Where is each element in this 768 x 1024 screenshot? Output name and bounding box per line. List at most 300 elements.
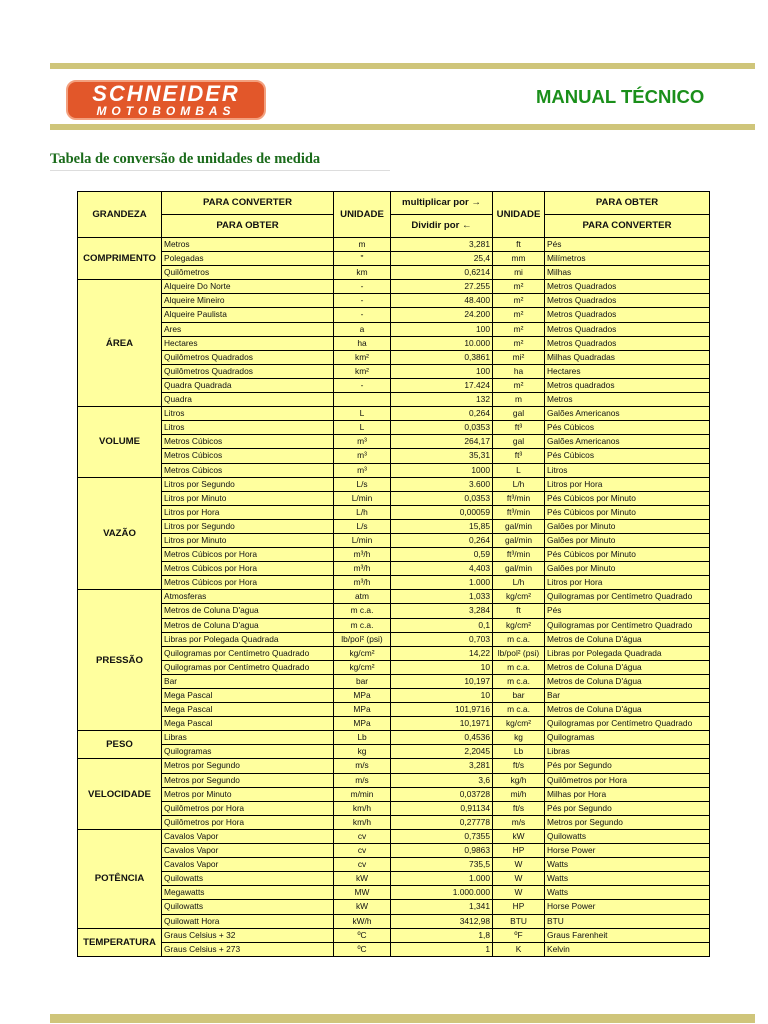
from-unit-name-cell: Litros por Minuto	[162, 491, 334, 505]
table-row	[78, 942, 710, 956]
to-unit-symbol-cell: kg/h	[493, 773, 545, 787]
from-unit-symbol-cell: m c.a.	[334, 618, 391, 632]
header-para-obter-2: PARA OBTER	[545, 192, 710, 215]
table-row	[78, 731, 710, 745]
to-unit-symbol-cell: m²	[493, 280, 545, 294]
table-row	[78, 928, 710, 942]
factor-cell: 10.000	[391, 336, 493, 350]
to-unit-symbol-cell: ft³/min	[493, 491, 545, 505]
factor-cell: 1	[391, 942, 493, 956]
to-unit-name-cell: Libras	[545, 745, 710, 759]
from-unit-symbol-cell: m³	[334, 463, 391, 477]
table-row	[78, 844, 710, 858]
table-row	[78, 463, 710, 477]
from-unit-name-cell: Ares	[162, 322, 334, 336]
from-unit-name-cell: Litros	[162, 421, 334, 435]
header-unidade: UNIDADE	[334, 192, 391, 238]
to-unit-name-cell: Pés por Segundo	[545, 801, 710, 815]
table-row	[78, 280, 710, 294]
from-unit-name-cell: Metros Cúbicos por Hora	[162, 562, 334, 576]
to-unit-name-cell: Watts	[545, 872, 710, 886]
to-unit-name-cell: Quilogramas por Centímetro Quadrado	[545, 590, 710, 604]
to-unit-name-cell: Pés Cúbicos	[545, 449, 710, 463]
header-para-converter: PARA CONVERTER	[162, 192, 334, 215]
factor-cell: 0,0353	[391, 491, 493, 505]
from-unit-symbol-cell: Lb	[334, 731, 391, 745]
factor-cell: 35,31	[391, 449, 493, 463]
factor-cell: 0,27778	[391, 815, 493, 829]
to-unit-symbol-cell: gal	[493, 407, 545, 421]
from-unit-symbol-cell: ºC	[334, 928, 391, 942]
table-row	[78, 364, 710, 378]
to-unit-symbol-cell: gal/min	[493, 562, 545, 576]
factor-cell: 0,9863	[391, 844, 493, 858]
table-row	[78, 632, 710, 646]
from-unit-name-cell: Litros	[162, 407, 334, 421]
bottom-divider-bar	[50, 1014, 755, 1023]
from-unit-symbol-cell: L/min	[334, 533, 391, 547]
factor-cell: 1,341	[391, 900, 493, 914]
section-title: Tabela de conversão de unidades de medida	[50, 151, 321, 167]
from-unit-name-cell: Litros por Minuto	[162, 533, 334, 547]
factor-cell: 10	[391, 689, 493, 703]
from-unit-name-cell: Cavalos Vapor	[162, 844, 334, 858]
to-unit-symbol-cell: kg/cm²	[493, 590, 545, 604]
from-unit-symbol-cell: L	[334, 421, 391, 435]
from-unit-symbol-cell: km²	[334, 350, 391, 364]
to-unit-name-cell: Metros Quadrados	[545, 336, 710, 350]
from-unit-name-cell: Bar	[162, 674, 334, 688]
table-row	[78, 689, 710, 703]
factor-cell: 24.200	[391, 308, 493, 322]
top-divider-bar	[50, 63, 755, 69]
to-unit-symbol-cell: gal/min	[493, 533, 545, 547]
header-divider-bar	[50, 124, 755, 130]
from-unit-symbol-cell: MW	[334, 886, 391, 900]
factor-cell: 1.000	[391, 576, 493, 590]
to-unit-name-cell: BTU	[545, 914, 710, 928]
to-unit-symbol-cell: ft³/min	[493, 505, 545, 519]
from-unit-symbol-cell: m³/h	[334, 548, 391, 562]
table-row	[78, 421, 710, 435]
to-unit-name-cell: Milhas	[545, 266, 710, 280]
from-unit-symbol-cell: kg/cm²	[334, 646, 391, 660]
header-dividir: Dividir por ←	[391, 215, 493, 238]
from-unit-name-cell: Litros por Segundo	[162, 519, 334, 533]
table-row	[78, 646, 710, 660]
from-unit-symbol-cell: cv	[334, 829, 391, 843]
factor-cell: 0,703	[391, 632, 493, 646]
to-unit-name-cell: Galões por Minuto	[545, 533, 710, 547]
table-row	[78, 829, 710, 843]
to-unit-symbol-cell: ft³	[493, 421, 545, 435]
to-unit-symbol-cell: ºF	[493, 928, 545, 942]
factor-cell: 4,403	[391, 562, 493, 576]
table-row	[78, 350, 710, 364]
table-row	[78, 717, 710, 731]
to-unit-name-cell: Metros Quadrados	[545, 322, 710, 336]
from-unit-symbol-cell: ha	[334, 336, 391, 350]
to-unit-symbol-cell: mi	[493, 266, 545, 280]
from-unit-name-cell: Metros Cúbicos	[162, 435, 334, 449]
to-unit-name-cell: Quilogramas por Centímetro Quadrado	[545, 717, 710, 731]
factor-cell: 10,1971	[391, 717, 493, 731]
factor-cell: 0,6214	[391, 266, 493, 280]
table-row	[78, 308, 710, 322]
to-unit-symbol-cell: m c.a.	[493, 703, 545, 717]
to-unit-symbol-cell: m c.a.	[493, 632, 545, 646]
from-unit-symbol-cell: km²	[334, 364, 391, 378]
factor-cell: 1000	[391, 463, 493, 477]
from-unit-name-cell: Metros de Coluna D'agua	[162, 604, 334, 618]
from-unit-name-cell: Metros Cúbicos	[162, 463, 334, 477]
table-row	[78, 435, 710, 449]
factor-cell: 100	[391, 364, 493, 378]
from-unit-name-cell: Quilogramas por Centímetro Quadrado	[162, 646, 334, 660]
group-label: VAZÃO	[78, 477, 162, 590]
to-unit-symbol-cell: L/h	[493, 477, 545, 491]
factor-cell: 0,3861	[391, 350, 493, 364]
to-unit-name-cell: Graus Farenheit	[545, 928, 710, 942]
group-label: POTÊNCIA	[78, 829, 162, 928]
from-unit-symbol-cell: m/min	[334, 787, 391, 801]
from-unit-symbol-cell: kW/h	[334, 914, 391, 928]
factor-cell: 1.000.000	[391, 886, 493, 900]
to-unit-name-cell: Litros	[545, 463, 710, 477]
table-row	[78, 815, 710, 829]
from-unit-symbol-cell: m c.a.	[334, 604, 391, 618]
table-row	[78, 519, 710, 533]
from-unit-name-cell: Libras por Polegada Quadrada	[162, 632, 334, 646]
from-unit-name-cell: Quilômetros Quadrados	[162, 364, 334, 378]
from-unit-symbol-cell: a	[334, 322, 391, 336]
to-unit-name-cell: Litros por Hora	[545, 576, 710, 590]
factor-cell: 0,264	[391, 533, 493, 547]
table-row	[78, 477, 710, 491]
table-row	[78, 294, 710, 308]
to-unit-name-cell: Metros por Segundo	[545, 815, 710, 829]
from-unit-symbol-cell: kg/cm²	[334, 660, 391, 674]
to-unit-name-cell: Metros de Coluna D'água	[545, 703, 710, 717]
to-unit-symbol-cell: W	[493, 858, 545, 872]
to-unit-name-cell: Pés	[545, 238, 710, 252]
factor-cell: 27.255	[391, 280, 493, 294]
from-unit-name-cell: Atmosferas	[162, 590, 334, 604]
from-unit-name-cell: Metros	[162, 238, 334, 252]
from-unit-name-cell: Quilogramas por Centímetro Quadrado	[162, 660, 334, 674]
to-unit-name-cell: Kelvin	[545, 942, 710, 956]
factor-cell: 10	[391, 660, 493, 674]
from-unit-symbol-cell: L/min	[334, 491, 391, 505]
from-unit-symbol-cell: kg	[334, 745, 391, 759]
table-row	[78, 378, 710, 392]
to-unit-symbol-cell: m²	[493, 308, 545, 322]
factor-cell: 0,91134	[391, 801, 493, 815]
to-unit-name-cell: Bar	[545, 689, 710, 703]
to-unit-symbol-cell: gal/min	[493, 519, 545, 533]
to-unit-name-cell: Metros quadrados	[545, 378, 710, 392]
factor-cell: 10,197	[391, 674, 493, 688]
table-row	[78, 914, 710, 928]
section-title-rule	[50, 170, 390, 171]
to-unit-name-cell: Metros Quadrados	[545, 280, 710, 294]
from-unit-name-cell: Litros por Hora	[162, 505, 334, 519]
factor-cell: 0,00059	[391, 505, 493, 519]
table-row	[78, 703, 710, 717]
to-unit-name-cell: Metros	[545, 393, 710, 407]
to-unit-name-cell: Milímetros	[545, 252, 710, 266]
table-row	[78, 773, 710, 787]
factor-cell: 0,03728	[391, 787, 493, 801]
factor-cell: 735,5	[391, 858, 493, 872]
from-unit-symbol-cell: L/s	[334, 519, 391, 533]
factor-cell: 3,281	[391, 238, 493, 252]
header-row	[78, 192, 710, 215]
from-unit-name-cell: Mega Pascal	[162, 717, 334, 731]
brand-name: SCHNEIDER	[92, 81, 240, 106]
from-unit-name-cell: Quilômetros por Hora	[162, 801, 334, 815]
from-unit-name-cell: Graus Celsius + 32	[162, 928, 334, 942]
table-row	[78, 562, 710, 576]
factor-cell: 25,4	[391, 252, 493, 266]
table-row	[78, 449, 710, 463]
table-row	[78, 604, 710, 618]
table-row	[78, 252, 710, 266]
from-unit-name-cell: Metros de Coluna D'agua	[162, 618, 334, 632]
from-unit-symbol-cell: -	[334, 308, 391, 322]
from-unit-symbol-cell: m	[334, 238, 391, 252]
from-unit-name-cell: Metros Cúbicos	[162, 449, 334, 463]
table-row	[78, 886, 710, 900]
from-unit-name-cell: Quadra Quadrada	[162, 378, 334, 392]
to-unit-symbol-cell: L/h	[493, 576, 545, 590]
factor-cell: 14,22	[391, 646, 493, 660]
factor-cell: 0,7355	[391, 829, 493, 843]
group-label: VELOCIDADE	[78, 759, 162, 829]
to-unit-name-cell: Metros de Coluna D'água	[545, 632, 710, 646]
table-row	[78, 660, 710, 674]
from-unit-name-cell: Metros Cúbicos por Hora	[162, 548, 334, 562]
factor-cell: 132	[391, 393, 493, 407]
factor-cell: 0,1	[391, 618, 493, 632]
to-unit-symbol-cell: m	[493, 393, 545, 407]
table-row	[78, 787, 710, 801]
to-unit-symbol-cell: mi/h	[493, 787, 545, 801]
brand-subname: MOTOBOMBAS	[96, 104, 236, 118]
from-unit-name-cell: Alqueire Do Norte	[162, 280, 334, 294]
from-unit-name-cell: Alqueire Paulista	[162, 308, 334, 322]
from-unit-symbol-cell: km/h	[334, 801, 391, 815]
to-unit-symbol-cell: ft³	[493, 449, 545, 463]
from-unit-symbol-cell: MPa	[334, 717, 391, 731]
table-row	[78, 491, 710, 505]
factor-cell: 101,9716	[391, 703, 493, 717]
factor-cell: 3,284	[391, 604, 493, 618]
table-row	[78, 872, 710, 886]
from-unit-symbol-cell: kW	[334, 872, 391, 886]
from-unit-name-cell: Quilômetros por Hora	[162, 815, 334, 829]
from-unit-name-cell: Quilowatts	[162, 900, 334, 914]
table-row	[78, 336, 710, 350]
to-unit-name-cell: Pés Cúbicos por Minuto	[545, 491, 710, 505]
to-unit-name-cell: Milhas Quadradas	[545, 350, 710, 364]
header-para-obter: PARA OBTER	[162, 215, 334, 238]
from-unit-name-cell: Metros por Minuto	[162, 787, 334, 801]
to-unit-symbol-cell: ft	[493, 604, 545, 618]
from-unit-symbol-cell: kW	[334, 900, 391, 914]
factor-cell: 0,0353	[391, 421, 493, 435]
to-unit-symbol-cell: m c.a.	[493, 674, 545, 688]
to-unit-name-cell: Pés	[545, 604, 710, 618]
table-row	[78, 858, 710, 872]
from-unit-symbol-cell: MPa	[334, 703, 391, 717]
table-row	[78, 393, 710, 407]
to-unit-symbol-cell: ft³/min	[493, 548, 545, 562]
factor-cell: 2,2045	[391, 745, 493, 759]
to-unit-symbol-cell: ft/s	[493, 801, 545, 815]
to-unit-symbol-cell: m²	[493, 294, 545, 308]
from-unit-symbol-cell: ºC	[334, 942, 391, 956]
to-unit-name-cell: Metros de Coluna D'água	[545, 660, 710, 674]
to-unit-symbol-cell: ft/s	[493, 759, 545, 773]
to-unit-name-cell: Galões Americanos	[545, 435, 710, 449]
from-unit-symbol-cell: bar	[334, 674, 391, 688]
factor-cell: 3412,98	[391, 914, 493, 928]
to-unit-name-cell: Quilowatts	[545, 829, 710, 843]
conversion-table-body	[78, 238, 710, 957]
from-unit-symbol-cell: m³/h	[334, 562, 391, 576]
from-unit-symbol-cell: m³/h	[334, 576, 391, 590]
to-unit-symbol-cell: gal	[493, 435, 545, 449]
to-unit-symbol-cell: HP	[493, 844, 545, 858]
from-unit-symbol-cell: cv	[334, 844, 391, 858]
from-unit-symbol-cell: L/h	[334, 505, 391, 519]
header-grandeza: GRANDEZA	[78, 192, 162, 238]
table-row	[78, 576, 710, 590]
from-unit-symbol-cell: "	[334, 252, 391, 266]
from-unit-symbol-cell: m/s	[334, 759, 391, 773]
from-unit-name-cell: Litros por Segundo	[162, 477, 334, 491]
factor-cell: 3,6	[391, 773, 493, 787]
to-unit-symbol-cell: m²	[493, 322, 545, 336]
header-para-converter-2: PARA CONVERTER	[545, 215, 710, 238]
from-unit-name-cell: Mega Pascal	[162, 689, 334, 703]
factor-cell: 0,4536	[391, 731, 493, 745]
to-unit-name-cell: Pés Cúbicos por Minuto	[545, 505, 710, 519]
to-unit-name-cell: Hectares	[545, 364, 710, 378]
from-unit-symbol-cell: atm	[334, 590, 391, 604]
table-row	[78, 322, 710, 336]
from-unit-name-cell: Hectares	[162, 336, 334, 350]
to-unit-name-cell: Pés por Segundo	[545, 759, 710, 773]
to-unit-symbol-cell: kg	[493, 731, 545, 745]
from-unit-symbol-cell: L/s	[334, 477, 391, 491]
from-unit-name-cell: Graus Celsius + 273	[162, 942, 334, 956]
from-unit-symbol-cell: L	[334, 407, 391, 421]
factor-cell: 0,59	[391, 548, 493, 562]
from-unit-name-cell: Metros por Segundo	[162, 759, 334, 773]
factor-cell: 48.400	[391, 294, 493, 308]
factor-cell: 17.424	[391, 378, 493, 392]
from-unit-name-cell: Cavalos Vapor	[162, 829, 334, 843]
manual-title: MANUAL TÉCNICO	[536, 86, 705, 107]
to-unit-name-cell: Libras por Polegada Quadrada	[545, 646, 710, 660]
table-row	[78, 548, 710, 562]
to-unit-name-cell: Milhas por Hora	[545, 787, 710, 801]
to-unit-name-cell: Metros Quadrados	[545, 294, 710, 308]
to-unit-name-cell: Pés Cúbicos	[545, 421, 710, 435]
to-unit-symbol-cell: BTU	[493, 914, 545, 928]
from-unit-name-cell: Polegadas	[162, 252, 334, 266]
to-unit-symbol-cell: K	[493, 942, 545, 956]
table-row	[78, 533, 710, 547]
from-unit-name-cell: Megawatts	[162, 886, 334, 900]
header-unidade-2: UNIDADE	[493, 192, 545, 238]
from-unit-name-cell: Quilômetros Quadrados	[162, 350, 334, 364]
factor-cell: 100	[391, 322, 493, 336]
table-row	[78, 745, 710, 759]
to-unit-name-cell: Galões por Minuto	[545, 562, 710, 576]
table-row	[78, 759, 710, 773]
to-unit-name-cell: Litros por Hora	[545, 477, 710, 491]
from-unit-name-cell: Quilogramas	[162, 745, 334, 759]
from-unit-symbol-cell: km	[334, 266, 391, 280]
from-unit-symbol-cell: km/h	[334, 815, 391, 829]
factor-cell: 15,85	[391, 519, 493, 533]
from-unit-symbol-cell	[334, 393, 391, 407]
from-unit-symbol-cell: m³	[334, 449, 391, 463]
from-unit-symbol-cell: -	[334, 280, 391, 294]
to-unit-name-cell: Quilômetros por Hora	[545, 773, 710, 787]
factor-cell: 264,17	[391, 435, 493, 449]
to-unit-symbol-cell: m²	[493, 336, 545, 350]
table-row	[78, 801, 710, 815]
to-unit-name-cell: Horse Power	[545, 900, 710, 914]
group-label: PESO	[78, 731, 162, 759]
to-unit-symbol-cell: Lb	[493, 745, 545, 759]
to-unit-symbol-cell: kg/cm²	[493, 717, 545, 731]
group-label: PRESSÃO	[78, 590, 162, 731]
group-label: TEMPERATURA	[78, 928, 162, 956]
group-label: COMPRIMENTO	[78, 238, 162, 280]
to-unit-name-cell: Metros de Coluna D'água	[545, 674, 710, 688]
to-unit-symbol-cell: W	[493, 886, 545, 900]
from-unit-symbol-cell: MPa	[334, 689, 391, 703]
conversion-table	[77, 191, 710, 957]
header-multiplicar: multiplicar por →	[391, 192, 493, 215]
factor-cell: 1,033	[391, 590, 493, 604]
from-unit-symbol-cell: m/s	[334, 773, 391, 787]
to-unit-name-cell: Pés Cúbicos por Minuto	[545, 548, 710, 562]
factor-cell: 1,8	[391, 928, 493, 942]
table-row	[78, 618, 710, 632]
brand-logo	[66, 80, 266, 120]
to-unit-symbol-cell: W	[493, 872, 545, 886]
to-unit-symbol-cell: kg/cm²	[493, 618, 545, 632]
to-unit-name-cell: Galões por Minuto	[545, 519, 710, 533]
to-unit-name-cell: Watts	[545, 886, 710, 900]
table-row	[78, 900, 710, 914]
from-unit-name-cell: Metros Cúbicos por Hora	[162, 576, 334, 590]
factor-cell: 3.600	[391, 477, 493, 491]
table-row	[78, 266, 710, 280]
from-unit-name-cell: Quadra	[162, 393, 334, 407]
from-unit-name-cell: Metros por Segundo	[162, 773, 334, 787]
from-unit-name-cell: Quilômetros	[162, 266, 334, 280]
group-label: ÁREA	[78, 280, 162, 407]
from-unit-name-cell: Libras	[162, 731, 334, 745]
table-row	[78, 238, 710, 252]
